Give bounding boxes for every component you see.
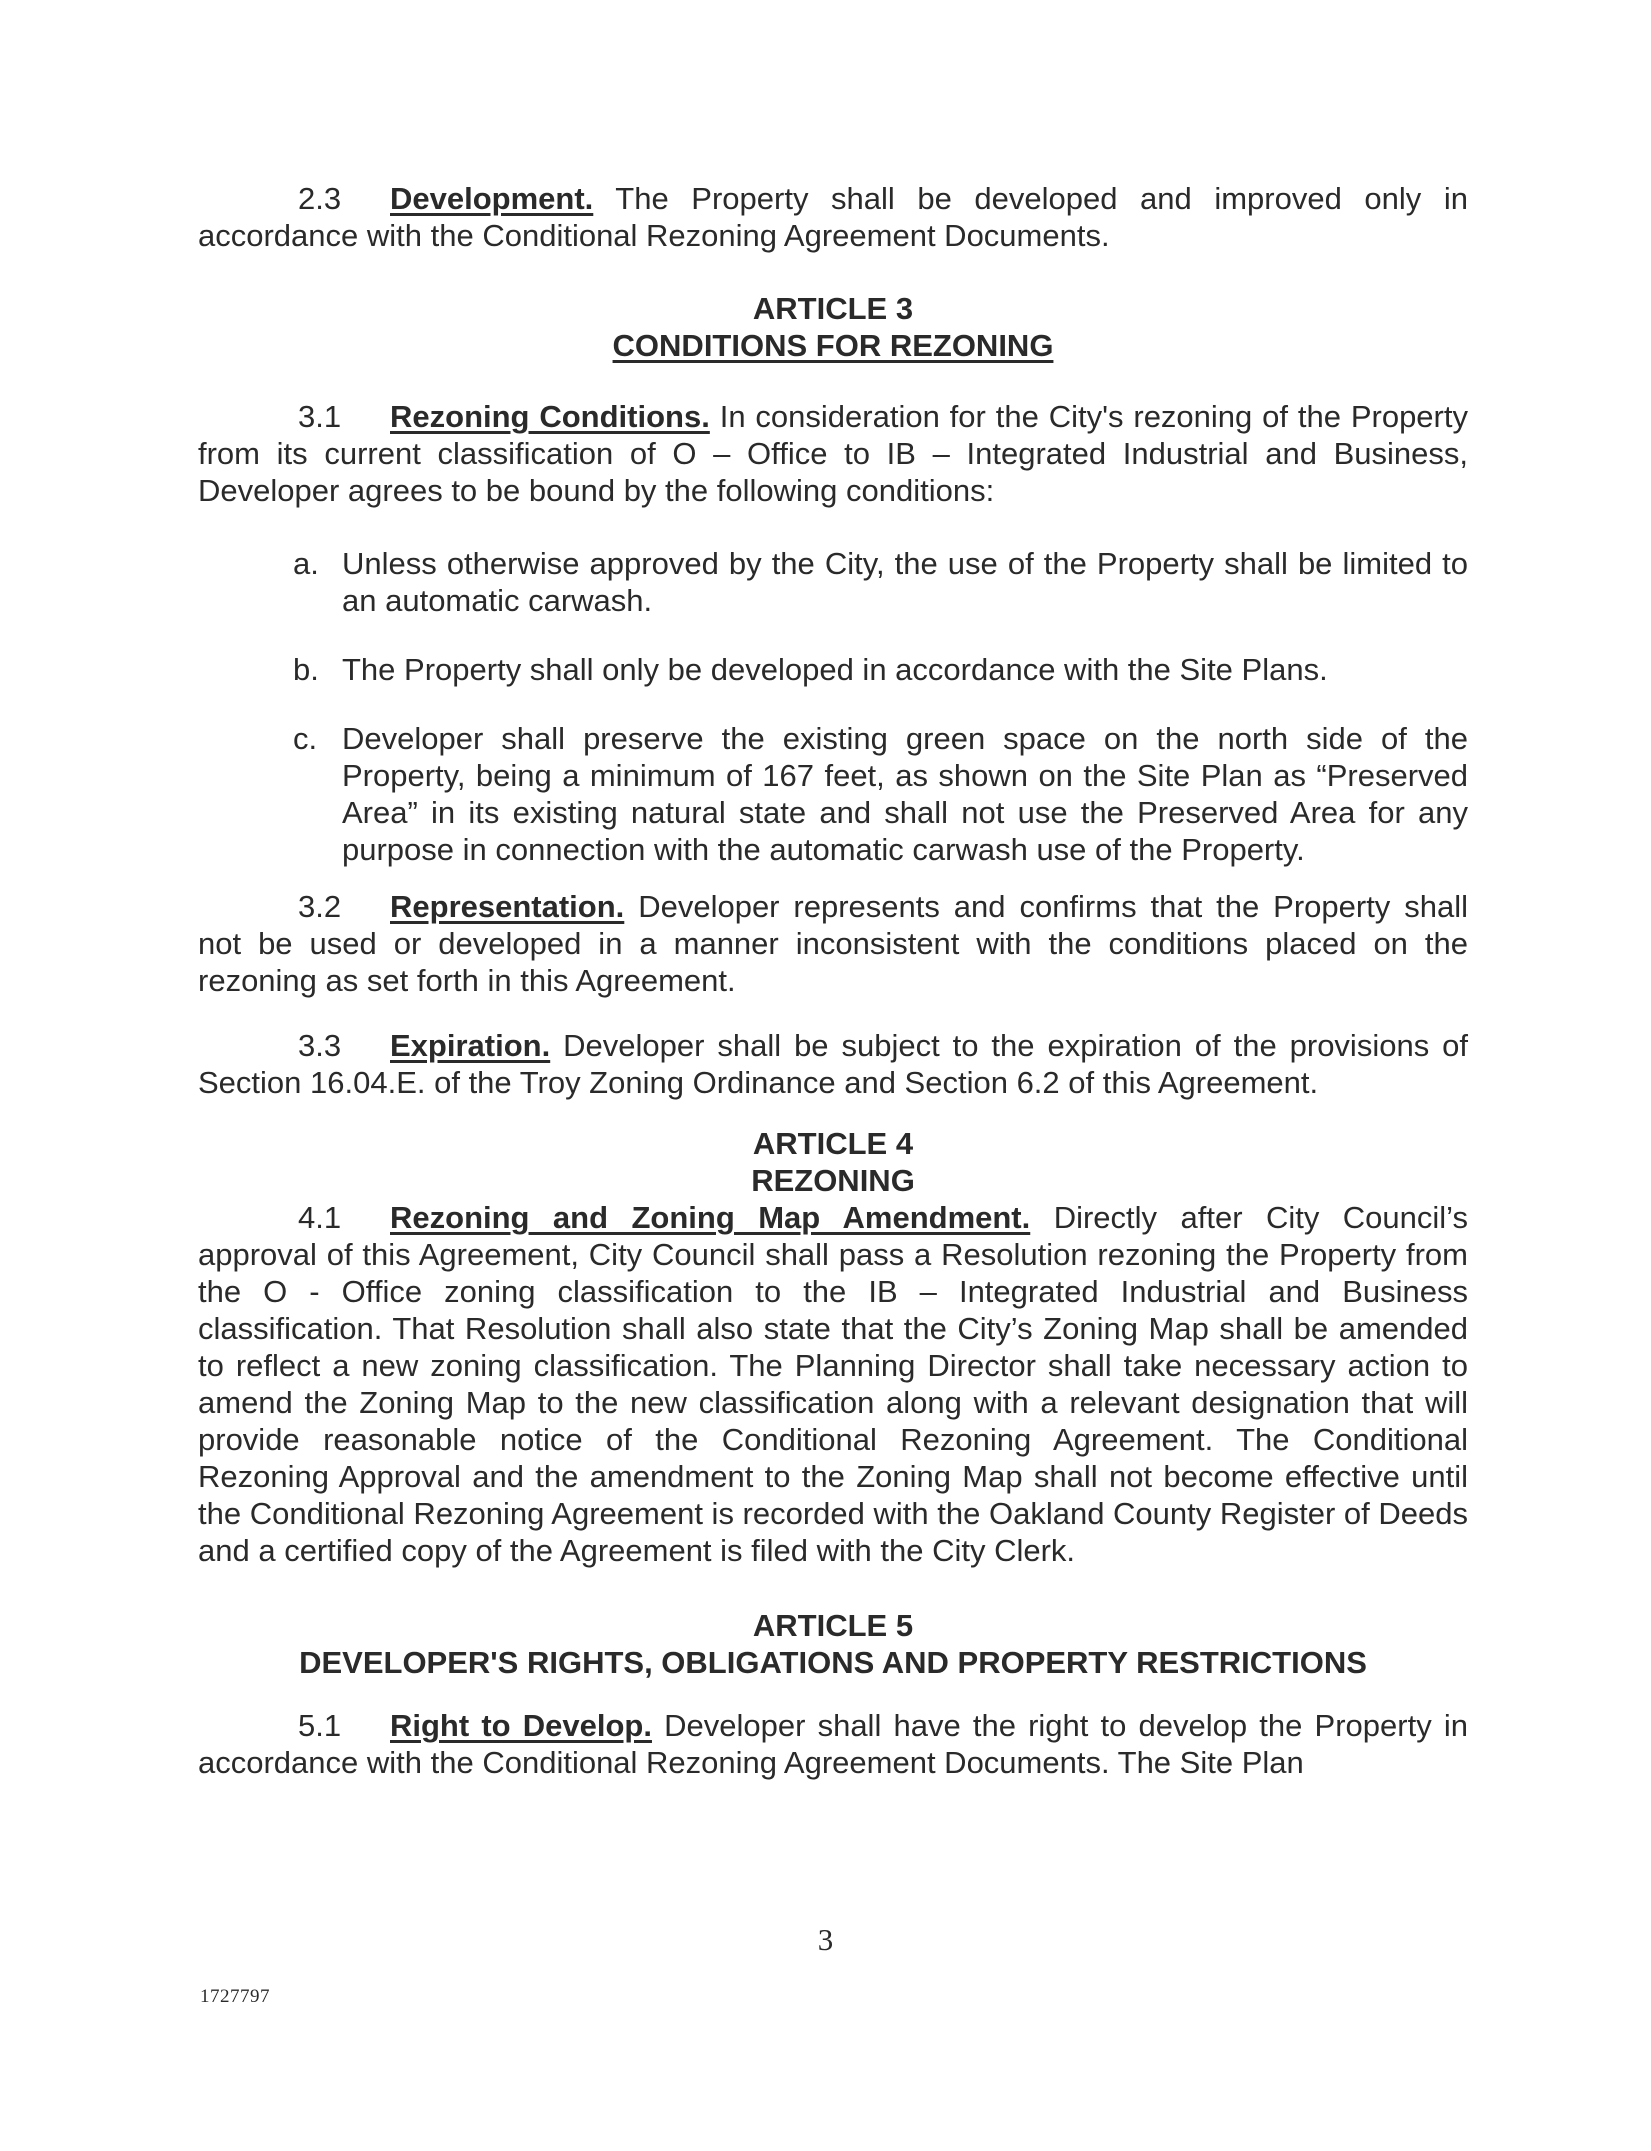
article-title: DEVELOPER'S RIGHTS, OBLIGATIONS AND PROPERTY RESTRICTIONS — [299, 1645, 1367, 1680]
section-text: Developer shall have the right to develop the Property in accordance with the Conditional Rezoning Agreement Documents. The Site Plan — [198, 1708, 1468, 1780]
section-text: Developer shall be subject to the expiration of the provisions of Section 16.04.E. of the Troy Zoning Ordinance and Section 6.2 of this Agreement. — [198, 1028, 1468, 1100]
item-letter: b. — [293, 652, 319, 687]
item-text: The Property shall only be developed in accordance with the Site Plans. — [342, 652, 1328, 687]
section-heading: Representation. — [390, 889, 625, 924]
article-4-heading — [198, 1125, 1468, 1199]
section-heading: Rezoning Conditions. — [390, 399, 710, 434]
section-heading: Development. — [390, 181, 594, 216]
section-text: The Property shall be developed and improved only in accordance with the Conditional Rezoning Agreement Documents. — [198, 181, 1468, 253]
list-item — [198, 720, 1468, 868]
article-title: CONDITIONS FOR REZONING — [612, 328, 1054, 363]
section-5-1 — [198, 1707, 1468, 1781]
page-number: 3 — [817, 1922, 834, 1957]
section-number: 3.3 — [298, 1028, 342, 1063]
section-4-1 — [198, 1199, 1468, 1569]
section-text: Developer represents and confirms that the Property shall not be used or developed in a manner inconsistent with the conditions placed on the rezoning as set forth in this Agreement. — [198, 889, 1468, 998]
section-number: 4.1 — [298, 1200, 342, 1235]
section-heading: Expiration. — [390, 1028, 551, 1063]
section-3-1 — [198, 398, 1468, 509]
item-text: Unless otherwise approved by the City, the use of the Property shall be limited to an automatic carwash. — [342, 546, 1468, 618]
section-number: 3.1 — [298, 399, 342, 434]
list-item — [198, 545, 1468, 619]
article-label: ARTICLE 5 — [752, 1608, 914, 1643]
item-letter: a. — [293, 546, 319, 581]
article-label: ARTICLE 4 — [752, 1126, 914, 1161]
conditions-list — [198, 545, 1468, 868]
article-5-heading — [198, 1607, 1468, 1681]
item-letter: c. — [293, 721, 318, 756]
article-title: REZONING — [751, 1163, 915, 1198]
section-number: 3.2 — [298, 889, 342, 924]
document-body — [198, 180, 1468, 1781]
section-3-2 — [198, 888, 1468, 999]
section-heading: Right to Develop. — [390, 1708, 652, 1743]
section-number: 2.3 — [298, 181, 342, 216]
item-text: Developer shall preserve the existing green space on the north side of the Property, being a minimum of 167 feet, as shown on the Site Plan as “Preserved Area” in its existing natural state and shall not use the Preserved Area for any purpose in connection with the automatic carwash use of the Property. — [342, 721, 1468, 867]
section-text: In consideration for the City's rezoning of the Property from its current classification of O – Office to IB – Integrated Industrial and Business, Developer agrees to be bound by the following conditions: — [198, 399, 1468, 508]
section-number: 5.1 — [298, 1708, 342, 1743]
section-heading: Rezoning and Zoning Map Amendment. — [390, 1200, 1031, 1235]
article-3-heading — [198, 290, 1468, 364]
list-item — [198, 651, 1468, 688]
section-text: Directly after City Council’s approval of this Agreement, City Council shall pass a Resolution rezoning the Property from the O - Office zoning classification to the IB – Integrated Industrial and Business classification. That Resolution shall also state that the City’s Zoning Map shall be amended to reflect a new zoning classification. The Planning Director shall take necessary action to amend the Zoning Map to the new classification along with a relevant designation that will provide reasonable notice of the Conditional Rezoning Agreement. The Conditional Rezoning Approval and the amendment to the Zoning Map shall not become effective until the Conditional Rezoning Agreement is recorded with the Oakland County Register of Deeds and a certified copy of the Agreement is filed with the City Clerk. — [198, 1200, 1469, 1568]
article-label: ARTICLE 3 — [752, 291, 914, 326]
section-3-3 — [198, 1027, 1468, 1101]
document-id: 1727797 — [200, 1986, 270, 2007]
section-2-3 — [198, 180, 1468, 254]
